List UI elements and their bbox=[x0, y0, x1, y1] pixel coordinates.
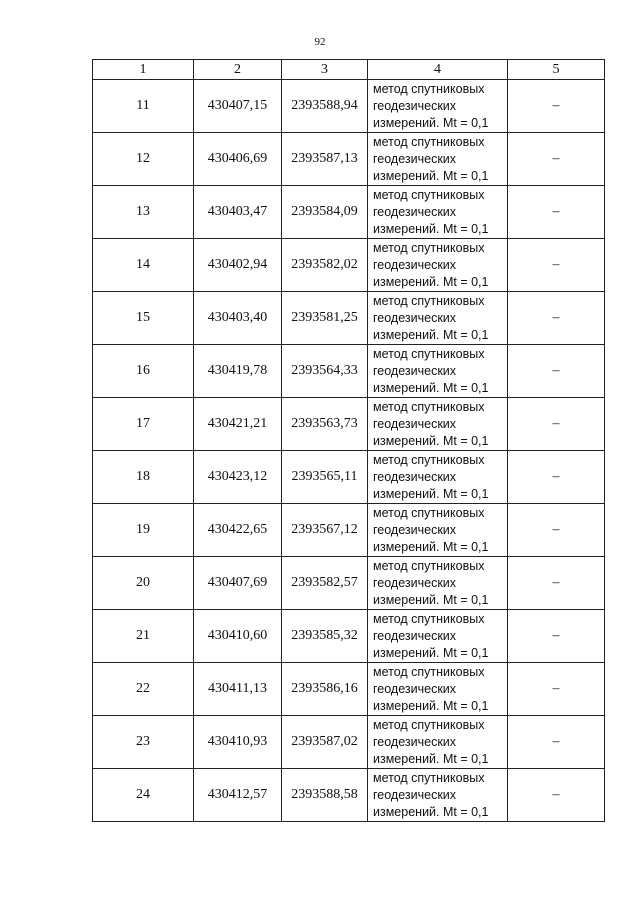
note-cell: – bbox=[508, 663, 605, 716]
table-row bbox=[93, 186, 605, 239]
point-number-cell: 12 bbox=[93, 133, 194, 186]
table-row bbox=[93, 610, 605, 663]
method-cell: метод спутниковых геодезических измерений. Mt = 0,1 bbox=[368, 716, 508, 769]
page-number: 92 bbox=[314, 36, 326, 48]
method-cell: метод спутниковых геодезических измерений. Mt = 0,1 bbox=[368, 345, 508, 398]
note-cell: – bbox=[508, 504, 605, 557]
method-cell: метод спутниковых геодезических измерений. Mt = 0,1 bbox=[368, 451, 508, 504]
note-cell: – bbox=[508, 186, 605, 239]
column-header-method: 4 bbox=[368, 60, 508, 80]
table-row bbox=[93, 239, 605, 292]
note-cell: – bbox=[508, 239, 605, 292]
x-coordinate-cell: 430419,78 bbox=[194, 345, 282, 398]
x-coordinate-cell: 430403,40 bbox=[194, 292, 282, 345]
point-number-cell: 22 bbox=[93, 663, 194, 716]
point-number-cell: 13 bbox=[93, 186, 194, 239]
note-cell: – bbox=[508, 769, 605, 822]
point-number-cell: 17 bbox=[93, 398, 194, 451]
table-row bbox=[93, 133, 605, 186]
point-number-cell: 16 bbox=[93, 345, 194, 398]
note-cell: – bbox=[508, 610, 605, 663]
table-row bbox=[93, 398, 605, 451]
x-coordinate-cell: 430403,47 bbox=[194, 186, 282, 239]
y-coordinate-cell: 2393582,02 bbox=[282, 239, 368, 292]
point-number-cell: 24 bbox=[93, 769, 194, 822]
y-coordinate-cell: 2393567,12 bbox=[282, 504, 368, 557]
column-header-note: 5 bbox=[508, 60, 605, 80]
x-coordinate-cell: 430410,93 bbox=[194, 716, 282, 769]
y-coordinate-cell: 2393564,33 bbox=[282, 345, 368, 398]
table-row bbox=[93, 345, 605, 398]
table-row bbox=[93, 451, 605, 504]
method-cell: метод спутниковых геодезических измерений. Mt = 0,1 bbox=[368, 610, 508, 663]
note-cell: – bbox=[508, 345, 605, 398]
method-cell: метод спутниковых геодезических измерений. Mt = 0,1 bbox=[368, 239, 508, 292]
x-coordinate-cell: 430402,94 bbox=[194, 239, 282, 292]
table-header-row bbox=[93, 60, 605, 80]
method-cell: метод спутниковых геодезических измерений. Mt = 0,1 bbox=[368, 769, 508, 822]
point-number-cell: 14 bbox=[93, 239, 194, 292]
table-row bbox=[93, 557, 605, 610]
table-row bbox=[93, 769, 605, 822]
x-coordinate-cell: 430410,60 bbox=[194, 610, 282, 663]
table-row bbox=[93, 292, 605, 345]
point-number-cell: 20 bbox=[93, 557, 194, 610]
note-cell: – bbox=[508, 292, 605, 345]
y-coordinate-cell: 2393586,16 bbox=[282, 663, 368, 716]
x-coordinate-cell: 430407,69 bbox=[194, 557, 282, 610]
method-cell: метод спутниковых геодезических измерений. Mt = 0,1 bbox=[368, 133, 508, 186]
y-coordinate-cell: 2393563,73 bbox=[282, 398, 368, 451]
x-coordinate-cell: 430406,69 bbox=[194, 133, 282, 186]
point-number-cell: 23 bbox=[93, 716, 194, 769]
y-coordinate-cell: 2393587,02 bbox=[282, 716, 368, 769]
note-cell: – bbox=[508, 133, 605, 186]
note-cell: – bbox=[508, 716, 605, 769]
method-cell: метод спутниковых геодезических измерений. Mt = 0,1 bbox=[368, 292, 508, 345]
x-coordinate-cell: 430407,15 bbox=[194, 80, 282, 133]
method-cell: метод спутниковых геодезических измерений. Mt = 0,1 bbox=[368, 504, 508, 557]
method-cell: метод спутниковых геодезических измерений. Mt = 0,1 bbox=[368, 557, 508, 610]
table-row bbox=[93, 716, 605, 769]
x-coordinate-cell: 430421,21 bbox=[194, 398, 282, 451]
y-coordinate-cell: 2393584,09 bbox=[282, 186, 368, 239]
coordinates-table-body bbox=[93, 60, 605, 822]
column-header-point-number: 1 bbox=[93, 60, 194, 80]
x-coordinate-cell: 430423,12 bbox=[194, 451, 282, 504]
table-row bbox=[93, 80, 605, 133]
y-coordinate-cell: 2393588,94 bbox=[282, 80, 368, 133]
point-number-cell: 21 bbox=[93, 610, 194, 663]
table-row bbox=[93, 504, 605, 557]
point-number-cell: 18 bbox=[93, 451, 194, 504]
point-number-cell: 19 bbox=[93, 504, 194, 557]
point-number-cell: 11 bbox=[93, 80, 194, 133]
method-cell: метод спутниковых геодезических измерений. Mt = 0,1 bbox=[368, 186, 508, 239]
y-coordinate-cell: 2393588,58 bbox=[282, 769, 368, 822]
y-coordinate-cell: 2393582,57 bbox=[282, 557, 368, 610]
method-cell: метод спутниковых геодезических измерений. Mt = 0,1 bbox=[368, 398, 508, 451]
column-header-x: 2 bbox=[194, 60, 282, 80]
point-number-cell: 15 bbox=[93, 292, 194, 345]
y-coordinate-cell: 2393587,13 bbox=[282, 133, 368, 186]
note-cell: – bbox=[508, 80, 605, 133]
y-coordinate-cell: 2393585,32 bbox=[282, 610, 368, 663]
coordinates-table bbox=[92, 59, 605, 822]
note-cell: – bbox=[508, 557, 605, 610]
column-header-y: 3 bbox=[282, 60, 368, 80]
note-cell: – bbox=[508, 398, 605, 451]
y-coordinate-cell: 2393581,25 bbox=[282, 292, 368, 345]
y-coordinate-cell: 2393565,11 bbox=[282, 451, 368, 504]
method-cell: метод спутниковых геодезических измерений. Mt = 0,1 bbox=[368, 80, 508, 133]
x-coordinate-cell: 430412,57 bbox=[194, 769, 282, 822]
x-coordinate-cell: 430422,65 bbox=[194, 504, 282, 557]
table-row bbox=[93, 663, 605, 716]
note-cell: – bbox=[508, 451, 605, 504]
method-cell: метод спутниковых геодезических измерений. Mt = 0,1 bbox=[368, 663, 508, 716]
x-coordinate-cell: 430411,13 bbox=[194, 663, 282, 716]
